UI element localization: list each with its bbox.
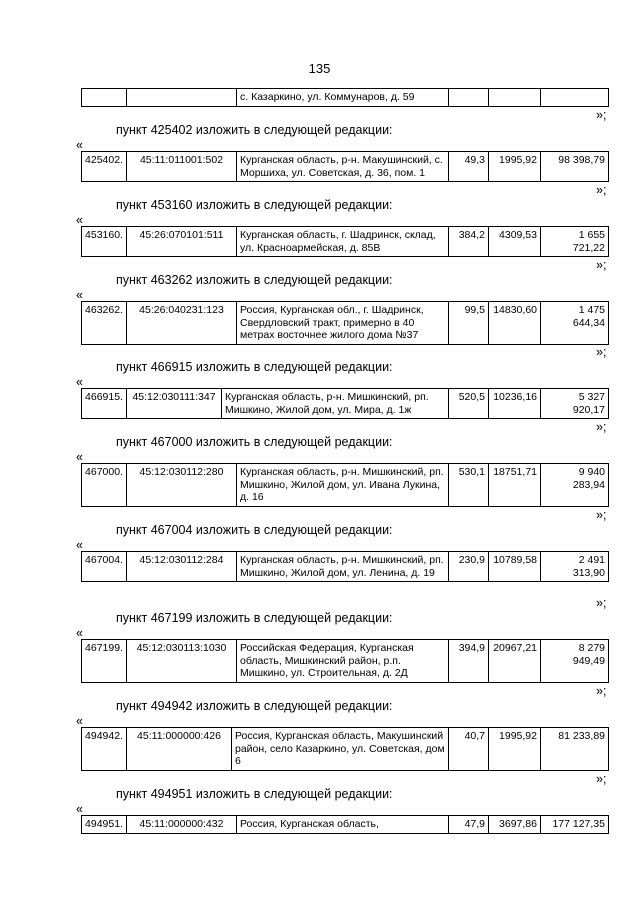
value-cell: 177 127,35	[541, 816, 609, 834]
rate-cell: 3697,86	[489, 816, 541, 834]
rate-cell: 20967,21	[489, 640, 541, 683]
closing-quote: »;	[596, 345, 607, 359]
cadastral-number: 45:11:000000:426	[127, 728, 232, 771]
opening-quote: «	[76, 213, 83, 227]
cadastral-number: 45:26:070101:511	[127, 227, 237, 257]
value-cell: 8 279 949,49	[541, 640, 609, 683]
closing-quote: »;	[596, 596, 607, 610]
row-number: 425402.	[82, 152, 127, 182]
opening-quote: «	[76, 375, 83, 389]
value-cell: 9 940 283,94	[541, 464, 609, 507]
area-cell: 384,2	[449, 227, 489, 257]
table-row	[82, 640, 609, 683]
amendment-table	[81, 463, 609, 507]
table-row	[82, 227, 609, 257]
cadastral-number: 45:26:040231:123	[127, 302, 237, 345]
rate-cell: 10236,16	[489, 389, 541, 419]
page-number: 135	[308, 61, 331, 76]
opening-quote: «	[76, 538, 83, 552]
area-cell: 520,5	[449, 389, 489, 419]
address-cell: Курганская область, р-н. Мишкинский, рп. Мишкино, Жилой дом, ул. Мира, д. 1ж	[222, 389, 449, 419]
amendment-table	[81, 639, 609, 683]
opening-quote: «	[76, 138, 83, 152]
closing-quote: »;	[596, 108, 607, 122]
closing-quote: »;	[596, 684, 607, 698]
opening-quote: «	[76, 626, 83, 640]
value-cell: 1 655 721,22	[541, 227, 609, 257]
rate-cell: 14830,60	[489, 302, 541, 345]
cadastral-number: 45:12:030111:347	[127, 389, 222, 419]
table-row	[82, 728, 609, 771]
area-cell: 49,3	[449, 152, 489, 182]
table-row	[82, 152, 609, 182]
section-intro: пункт 494942 изложить в следующей редакции:	[116, 699, 393, 713]
row-number: 463262.	[82, 302, 127, 345]
table-row	[82, 89, 609, 107]
closing-quote: »;	[596, 420, 607, 434]
closing-quote: »;	[596, 183, 607, 197]
cadastral-number: 45:12:030113:1030	[127, 640, 237, 683]
section-intro: пункт 467004 изложить в следующей редакции:	[116, 523, 393, 537]
address-cell: Россия, Курганская обл., г. Шадринск, Свердловский тракт, примерно в 40 метрах восточнее жилого дома №37	[237, 302, 449, 345]
cadastral-number: 45:12:030112:280	[127, 464, 237, 507]
area-cell: 530,1	[449, 464, 489, 507]
closing-quote: »;	[596, 258, 607, 272]
table-row	[82, 816, 609, 834]
rate-cell: 10789,58	[489, 552, 541, 582]
cadastral-number: 45:12:030112:284	[127, 552, 237, 582]
area-cell: 230,9	[449, 552, 489, 582]
amendment-table	[81, 727, 609, 771]
rate-cell: 1995,92	[489, 728, 541, 771]
row-number: 453160.	[82, 227, 127, 257]
cadastral-number: 45:11:011001:502	[127, 152, 237, 182]
address-cell: Курганская область, г. Шадринск, склад, ул. Красноармейская, д. 85В	[237, 227, 449, 257]
cadastral-number: 45:11:000000:432	[127, 816, 237, 834]
area-cell: 40,7	[449, 728, 489, 771]
table-row	[82, 389, 609, 419]
row-number: 494951.	[82, 816, 127, 834]
opening-quote: «	[76, 714, 83, 728]
value-cell: 81 233,89	[541, 728, 609, 771]
address-cell: Россия, Курганская область, Макушинский район, село Казаркино, ул. Советская, дом 6	[232, 728, 449, 771]
row-number: 467000.	[82, 464, 127, 507]
table-row	[82, 464, 609, 507]
value-cell: 2 491 313,90	[541, 552, 609, 582]
rate-cell: 18751,71	[489, 464, 541, 507]
section-intro: пункт 467199 изложить в следующей редакции:	[116, 611, 393, 625]
amendment-table	[81, 151, 609, 182]
amendment-table	[81, 551, 609, 582]
table-row	[82, 552, 609, 582]
address-cell: Курганская область, р-н. Мишкинский, рп. Мишкино, Жилой дом, ул. Ивана Лукина, д. 16	[237, 464, 449, 507]
area-cell: 394,9	[449, 640, 489, 683]
value-cell: 1 475 644,34	[541, 302, 609, 345]
section-intro: пункт 463262 изложить в следующей редакции:	[116, 273, 393, 287]
area-cell: 47,9	[449, 816, 489, 834]
row-number: 466915.	[82, 389, 127, 419]
row-number: 467004.	[82, 552, 127, 582]
section-intro: пункт 466915 изложить в следующей редакции:	[116, 360, 393, 374]
opening-quote: «	[76, 802, 83, 816]
area-cell: 99,5	[449, 302, 489, 345]
rate-cell: 4309,53	[489, 227, 541, 257]
address-cell: Российская Федерация, Курганская область, Мишкинский район, р.п. Мишкино, ул. Строительная, д. 2Д	[237, 640, 449, 683]
rate-cell: 1995,92	[489, 152, 541, 182]
opening-quote: «	[76, 450, 83, 464]
opening-quote: «	[76, 288, 83, 302]
table-row	[82, 302, 609, 345]
section-intro: пункт 494951 изложить в следующей редакции:	[116, 787, 393, 801]
amendment-table	[81, 301, 609, 345]
address-cell: Курганская область, р-н. Макушинский, с. Моршиха, ул. Советская, д. 36, пом. 1	[237, 152, 449, 182]
value-cell: 98 398,79	[541, 152, 609, 182]
row-number: 494942.	[82, 728, 127, 771]
address-cell: Курганская область, р-н. Мишкинский, рп. Мишкино, Жилой дом, ул. Ленина, д. 19	[237, 552, 449, 582]
table-continuation	[81, 88, 609, 107]
section-intro: пункт 467000 изложить в следующей редакции:	[116, 435, 393, 449]
closing-quote: »;	[596, 772, 607, 786]
value-cell: 5 327 920,17	[541, 389, 609, 419]
address-cell: Россия, Курганская область,	[237, 816, 449, 834]
amendment-table	[81, 388, 609, 419]
address-cell: с. Казаркино, ул. Коммунаров, д. 59	[237, 89, 449, 107]
section-intro: пункт 453160 изложить в следующей редакции:	[116, 198, 393, 212]
closing-quote: »;	[596, 508, 607, 522]
row-number: 467199.	[82, 640, 127, 683]
section-intro: пункт 425402 изложить в следующей редакции:	[116, 123, 393, 137]
amendment-table	[81, 226, 609, 257]
amendment-table	[81, 815, 609, 834]
